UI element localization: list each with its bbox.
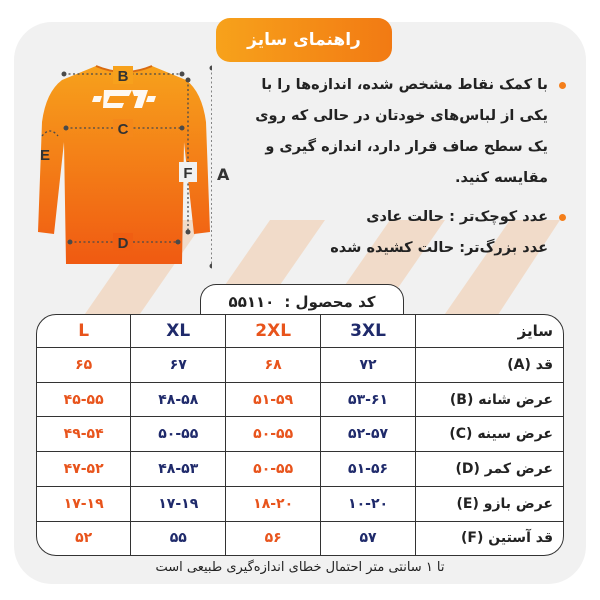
row-label: قد آستین (F) xyxy=(416,521,564,555)
cell-value: ۵۶ xyxy=(226,521,321,555)
cell-value: ۵۰-۵۵ xyxy=(226,452,321,487)
size-3xl: 3XL xyxy=(321,315,416,348)
cell-value: ۱۷-۱۹ xyxy=(37,486,131,521)
page-title: راهنمای سایز xyxy=(216,18,392,62)
larger-number-note: عدد بزرگ‌تر: حالت کشیده شده xyxy=(330,240,548,256)
instruction-bullet-measure: با کمک نقاط مشخص شده، اندازه‌ها را با یکی از لباس‌های خودتان در حالی که روی یک سطح صاف قرار دارد، اندازه گیری و مقایسه کنید. xyxy=(241,70,566,194)
table-row xyxy=(37,452,563,487)
table-header-row xyxy=(37,315,563,348)
instruction-bullet-numbers xyxy=(241,202,566,264)
size-l: L xyxy=(37,315,131,348)
cell-value: ۴۹-۵۴ xyxy=(37,417,131,452)
cell-value: ۵۱-۵۹ xyxy=(226,382,321,417)
label-d: D xyxy=(117,235,129,252)
label-e: E xyxy=(40,147,51,164)
product-code-value: ۵۵۱۱۰ xyxy=(228,293,275,311)
cell-value: ۵۱-۵۶ xyxy=(321,452,416,487)
cell-value: ۱۷-۱۹ xyxy=(131,486,226,521)
table-row xyxy=(37,417,563,452)
instructions xyxy=(241,70,566,264)
cell-value: ۵۷ xyxy=(321,521,416,555)
size-xl: XL xyxy=(131,315,226,348)
smaller-number-note: عدد کوچک‌تر : حالت عادی xyxy=(366,209,548,225)
size-2xl: 2XL xyxy=(226,315,321,348)
cell-value: ۱۰-۲۰ xyxy=(321,486,416,521)
table-row xyxy=(37,486,563,521)
cell-value: ۵۲-۵۷ xyxy=(321,417,416,452)
row-label: عرض سینه (C) xyxy=(416,417,564,452)
cell-value: ۵۲ xyxy=(37,521,131,555)
cell-value: ۶۷ xyxy=(131,348,226,383)
row-label: عرض بازو (E) xyxy=(416,486,564,521)
product-code-label: کد محصول : xyxy=(284,293,376,311)
cell-value: ۴۸-۵۸ xyxy=(131,382,226,417)
cell-value: ۴۸-۵۳ xyxy=(131,452,226,487)
cell-value: ۶۸ xyxy=(226,348,321,383)
table-row xyxy=(37,382,563,417)
cell-value: ۵۰-۵۵ xyxy=(131,417,226,452)
label-b: B xyxy=(117,68,129,85)
cell-value: ۵۰-۵۵ xyxy=(226,417,321,452)
label-c: C xyxy=(117,121,129,138)
label-f: F xyxy=(183,165,193,182)
row-label: عرض کمر (D) xyxy=(416,452,564,487)
cell-value: ۴۵-۵۵ xyxy=(37,382,131,417)
size-header: سایز xyxy=(416,315,564,348)
cell-value: ۷۲ xyxy=(321,348,416,383)
size-table xyxy=(36,314,564,556)
label-a: A xyxy=(217,165,230,184)
shirt-diagram xyxy=(36,62,212,282)
table-row xyxy=(37,348,563,383)
row-label: قد (A) xyxy=(416,348,564,383)
measurement-error-note: تا ۱ سانتی متر احتمال خطای اندازه‌گیری طبیعی است xyxy=(155,560,445,575)
table-row xyxy=(37,521,563,555)
cell-value: ۱۸-۲۰ xyxy=(226,486,321,521)
cell-value: ۵۳-۶۱ xyxy=(321,382,416,417)
cell-value: ۴۷-۵۲ xyxy=(37,452,131,487)
cell-value: ۶۵ xyxy=(37,348,131,383)
row-label: عرض شانه (B) xyxy=(416,382,564,417)
cell-value: ۵۵ xyxy=(131,521,226,555)
